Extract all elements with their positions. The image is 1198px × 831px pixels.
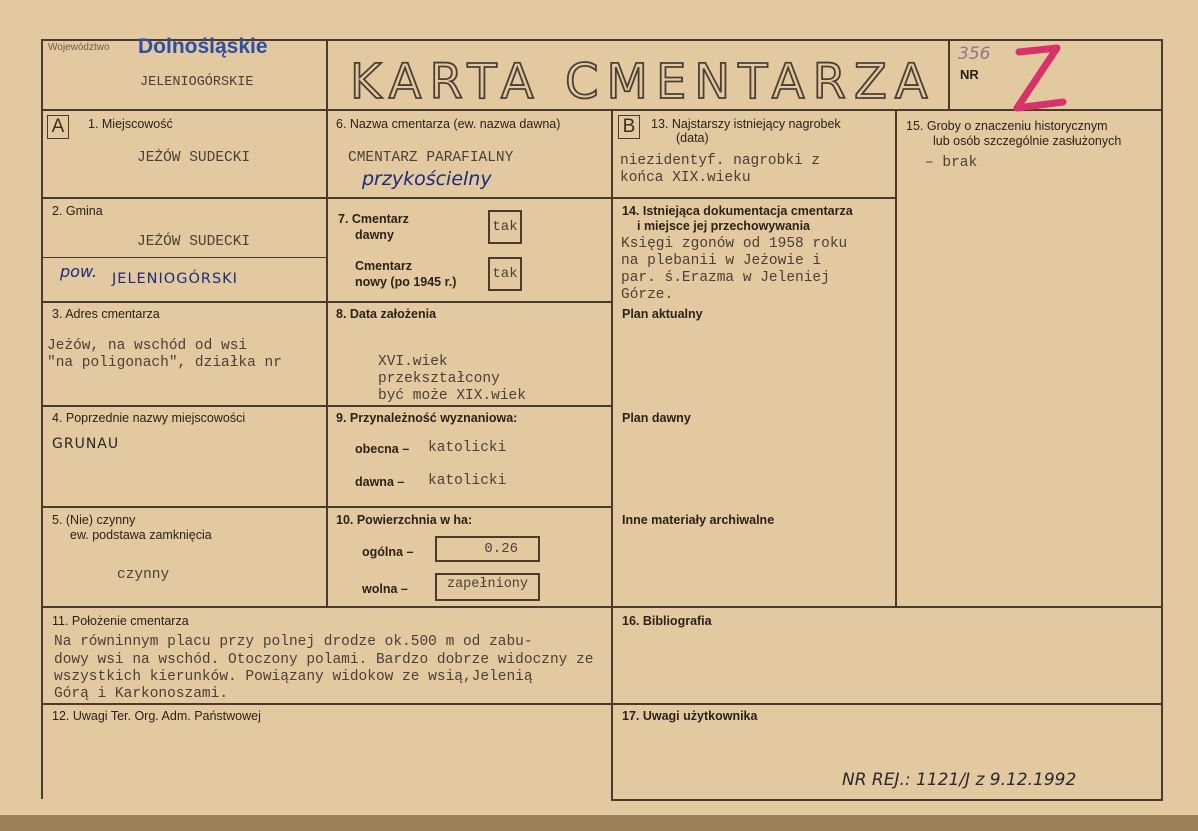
left-border bbox=[41, 39, 43, 799]
s8-line2: przekształcony bbox=[378, 371, 500, 387]
s9-label: 9. Przynależność wyznaniowa: bbox=[336, 411, 518, 425]
col-divider-3 bbox=[895, 109, 897, 606]
s4-label: 4. Poprzednie nazwy miejscowości bbox=[52, 411, 246, 425]
right-border bbox=[1161, 39, 1163, 799]
row-divider-6 bbox=[42, 703, 1163, 705]
s3-label: 3. Adres cmentarza bbox=[52, 307, 160, 321]
section-letter-b: B bbox=[618, 115, 640, 139]
s7-old-value: tak bbox=[488, 210, 522, 244]
s10-total-label: ogólna – bbox=[362, 545, 414, 559]
s1-value: JEŻÓW SUDECKI bbox=[137, 150, 251, 166]
s11-line4: Górą i Karkonoszami. bbox=[54, 686, 229, 702]
wojewodztwo-prefix: Województwo bbox=[48, 42, 110, 53]
s15-label2: lub osób szczególnie zasłużonych bbox=[933, 134, 1122, 148]
s11-line3: wszystkich kierunków. Powiązany widokow ze wsią,Jelenią bbox=[54, 669, 533, 685]
wojewodztwo-stamp: Dolnośląskie bbox=[138, 35, 268, 58]
row-divider-5 bbox=[42, 606, 1163, 608]
s7-new-value: tak bbox=[488, 257, 522, 291]
nr-label: NR bbox=[960, 67, 979, 82]
nr-handwritten: 356 bbox=[958, 44, 991, 64]
s8-label: 8. Data założenia bbox=[336, 307, 437, 321]
s14-label1: 14. Istniejąca dokumentacja cmentarza bbox=[622, 204, 853, 218]
s1-label: 1. Miejscowość bbox=[88, 117, 173, 131]
s13-line2: końca XIX.wieku bbox=[620, 170, 751, 186]
s9-current-label: obecna – bbox=[355, 442, 410, 456]
s2-value: JEŻÓW SUDECKI bbox=[137, 234, 251, 250]
row-divider-1 bbox=[42, 197, 895, 199]
s6-value: CMENTARZ PARAFIALNY bbox=[348, 150, 514, 166]
pow-label: pow. bbox=[60, 262, 98, 281]
s15-label1: 15. Groby o znaczeniu historycznym bbox=[906, 119, 1108, 133]
s9-current-value: katolicki bbox=[428, 440, 507, 456]
col-divider-1 bbox=[326, 39, 328, 606]
s5-label2: ew. podstawa zamknięcia bbox=[70, 528, 212, 542]
s5-label1: 5. (Nie) czynny bbox=[52, 513, 136, 527]
s9-former-label: dawna – bbox=[355, 475, 405, 489]
s14-line1: Księgi zgonów od 1958 roku bbox=[621, 236, 848, 252]
s17-label: 17. Uwagi użytkownika bbox=[622, 709, 758, 723]
s12-label: 12. Uwagi Ter. Org. Adm. Państwowej bbox=[52, 709, 261, 723]
plan-old-label: Plan dawny bbox=[622, 411, 691, 425]
s13-label2: (data) bbox=[676, 131, 709, 145]
s14-line3: par. ś.Erazma w Jeleniej bbox=[621, 270, 830, 286]
page-title: KARTA CMENTARZA bbox=[350, 54, 936, 110]
s14-line4: Górze. bbox=[621, 287, 674, 303]
region-value: JELENIOGÓRSKIE bbox=[140, 75, 254, 90]
s15-value: – brak bbox=[925, 155, 978, 171]
plan-current-label: Plan aktualny bbox=[622, 307, 703, 321]
pow-value: JELENIOGÓRSKI bbox=[112, 271, 238, 287]
s11-label: 11. Położenie cmentarza bbox=[52, 614, 189, 628]
s10-label: 10. Powierzchnia w ha: bbox=[336, 513, 473, 527]
bottom-border bbox=[611, 799, 1163, 801]
s17-handwritten: NR REJ.: 1121/J z 9.12.1992 bbox=[842, 770, 1077, 790]
s3-line1: Jeżów, na wschód od wsi bbox=[47, 338, 248, 354]
col-divider-2 bbox=[611, 109, 613, 799]
s7-new-label1: Cmentarz bbox=[355, 259, 412, 273]
s13-label1: 13. Najstarszy istniejący nagrobek bbox=[651, 117, 841, 131]
s7-old-label1: 7. Cmentarz bbox=[338, 212, 409, 226]
section-letter-a: A bbox=[47, 115, 69, 139]
s14-label2: i miejsce jej przechowywania bbox=[637, 219, 810, 233]
s3-line2: "na poligonach", działka nr bbox=[47, 355, 282, 371]
s11-line1: Na równinnym placu przy polnej drodze ok.500 m od zabu- bbox=[54, 634, 533, 650]
s11-line2: dowy wsi na wschód. Otoczony polami. Bardzo dobrze widoczny ze bbox=[54, 652, 594, 668]
s16-label: 16. Bibliografia bbox=[622, 614, 712, 628]
z-mark bbox=[1005, 38, 1075, 118]
s8-line1: XVI.wiek bbox=[378, 354, 448, 370]
s5-value: czynny bbox=[117, 567, 170, 583]
s7-old-label2: dawny bbox=[355, 228, 394, 242]
s4-value: GRUNAU bbox=[52, 436, 120, 452]
s2-label: 2. Gmina bbox=[52, 204, 103, 218]
s14-line2: na plebanii w Jeżowie i bbox=[621, 253, 822, 269]
s13-line1: niezidentyf. nagrobki z bbox=[620, 153, 821, 169]
s6-handwritten: przykościelny bbox=[362, 168, 492, 190]
s6-label: 6. Nazwa cmentarza (ew. nazwa dawna) bbox=[336, 117, 561, 131]
s10-free-value: zapełniony bbox=[435, 573, 540, 601]
gmina-sub-divider bbox=[42, 257, 327, 258]
nr-box-left bbox=[948, 39, 950, 111]
s10-free-label: wolna – bbox=[362, 582, 408, 596]
s9-former-value: katolicki bbox=[428, 473, 507, 489]
other-materials-label: Inne materiały archiwalne bbox=[622, 513, 775, 527]
s7-new-label2: nowy (po 1945 r.) bbox=[355, 275, 457, 289]
s10-total-value: 0.26 bbox=[435, 536, 540, 562]
s8-line3: być może XIX.wiek bbox=[378, 388, 526, 404]
